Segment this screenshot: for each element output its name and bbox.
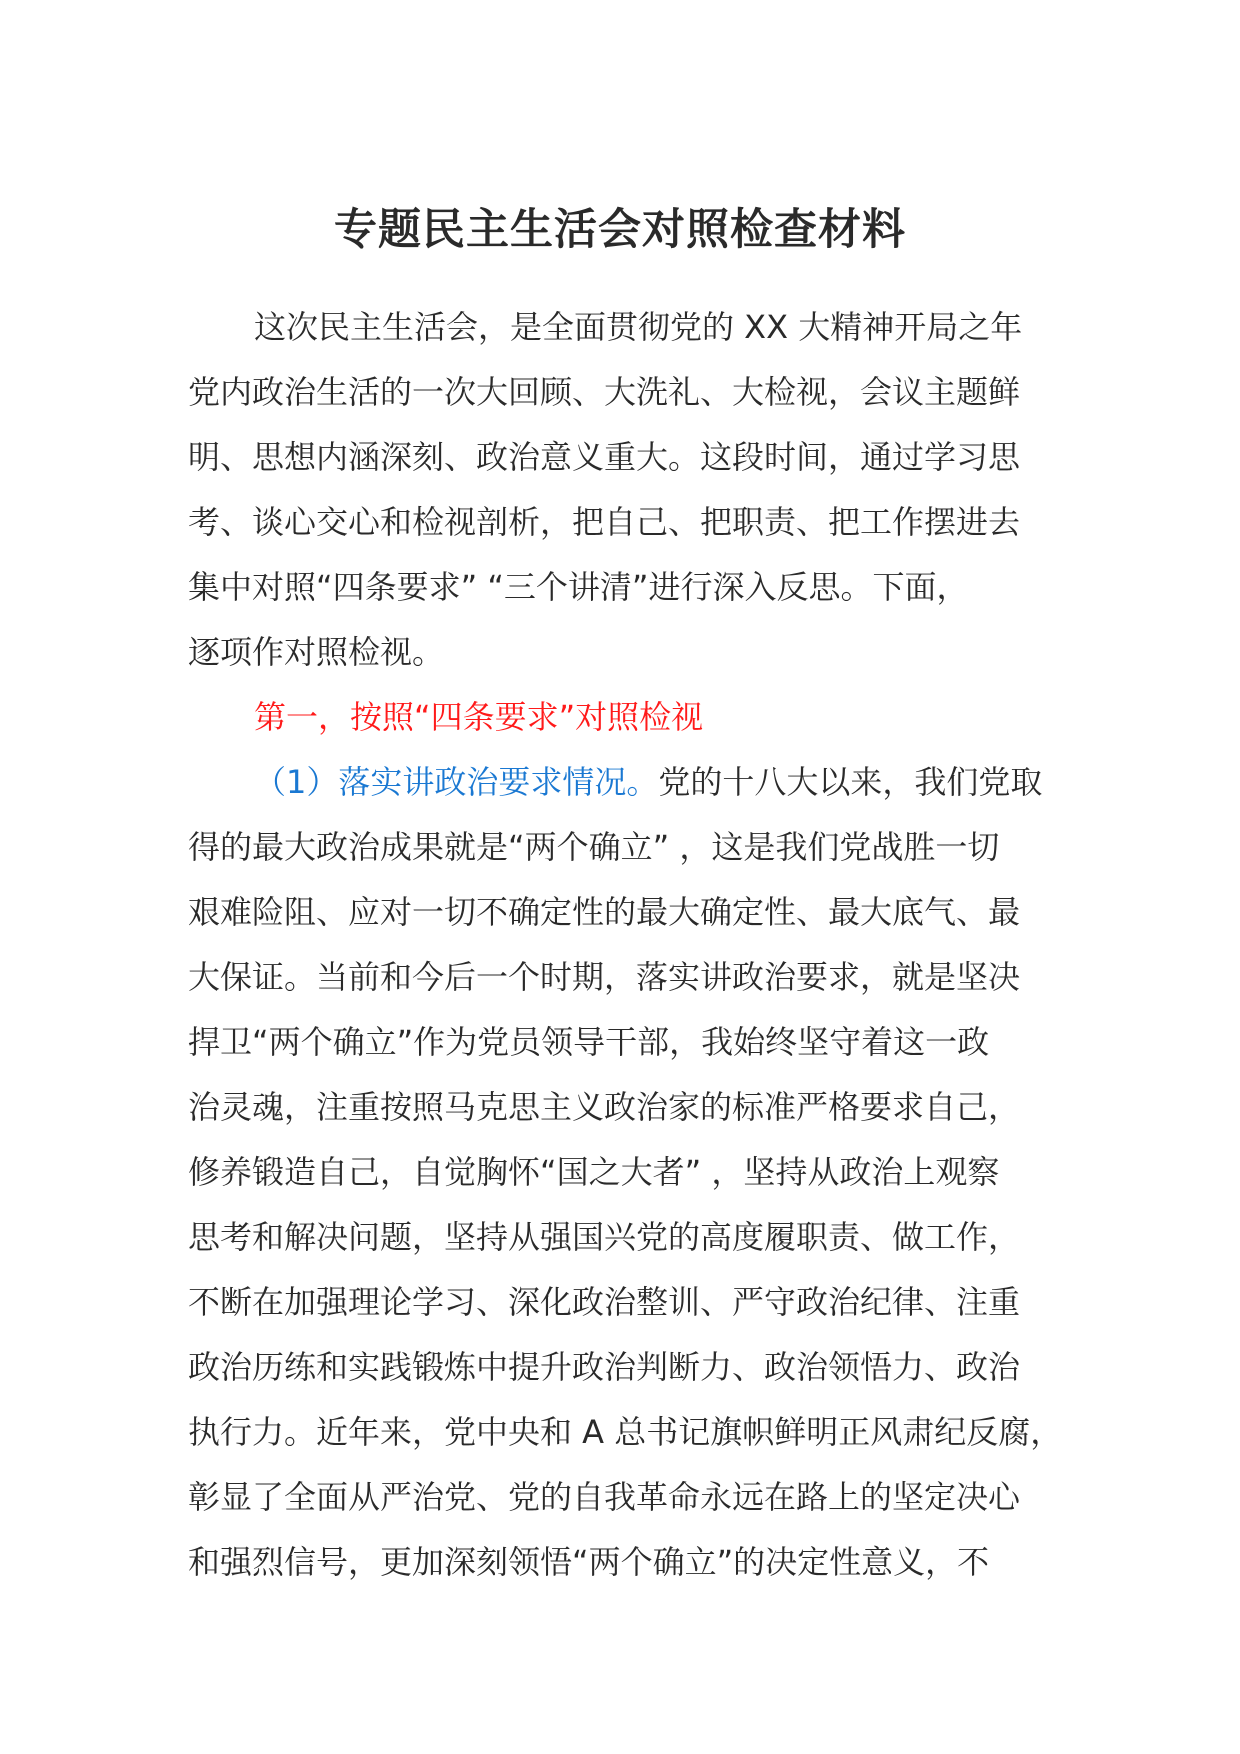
intro-line: 这次民主生活会，是全面贯彻党的 XX 大精神开局之年 xyxy=(254,308,1023,346)
section-heading: 第一，按照“四条要求”对照检视 xyxy=(254,698,704,736)
item-line: 不断在加强理论学习、深化政治整训、严守政治纪律、注重 xyxy=(188,1283,1021,1321)
item-first-line xyxy=(188,750,1088,815)
item-line: 思考和解决问题，坚持从强国兴党的高度履职责、做工作， xyxy=(188,1218,1021,1256)
item-label: （1）落实讲政治要求情况。 xyxy=(254,763,659,801)
intro-line: 党内政治生活的一次大回顾、大洗礼、大检视，会议主题鲜 xyxy=(188,373,1021,411)
item-line: 艰难险阻、应对一切不确定性的最大确定性、最大底气、最 xyxy=(188,893,1021,931)
document-body xyxy=(188,295,1088,1595)
item-line: 彰显了全面从严治党、党的自我革命永远在路上的坚定决心 xyxy=(188,1478,1021,1516)
item-line: 执行力。近年来，党中央和 A 总书记旗帜鲜明正风肃纪反腐， xyxy=(188,1413,1063,1451)
item-line: 修养锻造自己，自觉胸怀“国之大者” ，坚持从政治上观察 xyxy=(188,1153,1000,1191)
item-line: 和强烈信号，更加深刻领悟“两个确立”的决定性意义，不 xyxy=(188,1543,990,1581)
intro-line: 逐项作对照检视。 xyxy=(188,633,445,671)
intro-line: 考、谈心交心和检视剖析，把自己、把职责、把工作摆进去 xyxy=(188,503,1021,541)
intro-line: 明、思想内涵深刻、政治意义重大。这段时间，通过学习思 xyxy=(188,438,1021,476)
item-line: 捍卫“两个确立”作为党员领导干部，我始终坚守着这一政 xyxy=(188,1023,990,1061)
item-first-line-text: 党的十八大以来，我们党取 xyxy=(658,763,1043,801)
item-line: 得的最大政治成果就是“两个确立” ，这是我们党战胜一切 xyxy=(188,828,1000,866)
item-line: 政治历练和实践锻炼中提升政治判断力、政治领悟力、政治 xyxy=(188,1348,1021,1386)
document-title: 专题民主生活会对照检查材料 xyxy=(334,205,906,255)
item-line: 治灵魂，注重按照马克思主义政治家的标准严格要求自己， xyxy=(188,1088,1021,1126)
item-line: 大保证。当前和今后一个时期，落实讲政治要求，就是坚决 xyxy=(188,958,1021,996)
intro-line: 集中对照“四条要求” “三个讲清”进行深入反思。下面， xyxy=(188,568,969,606)
